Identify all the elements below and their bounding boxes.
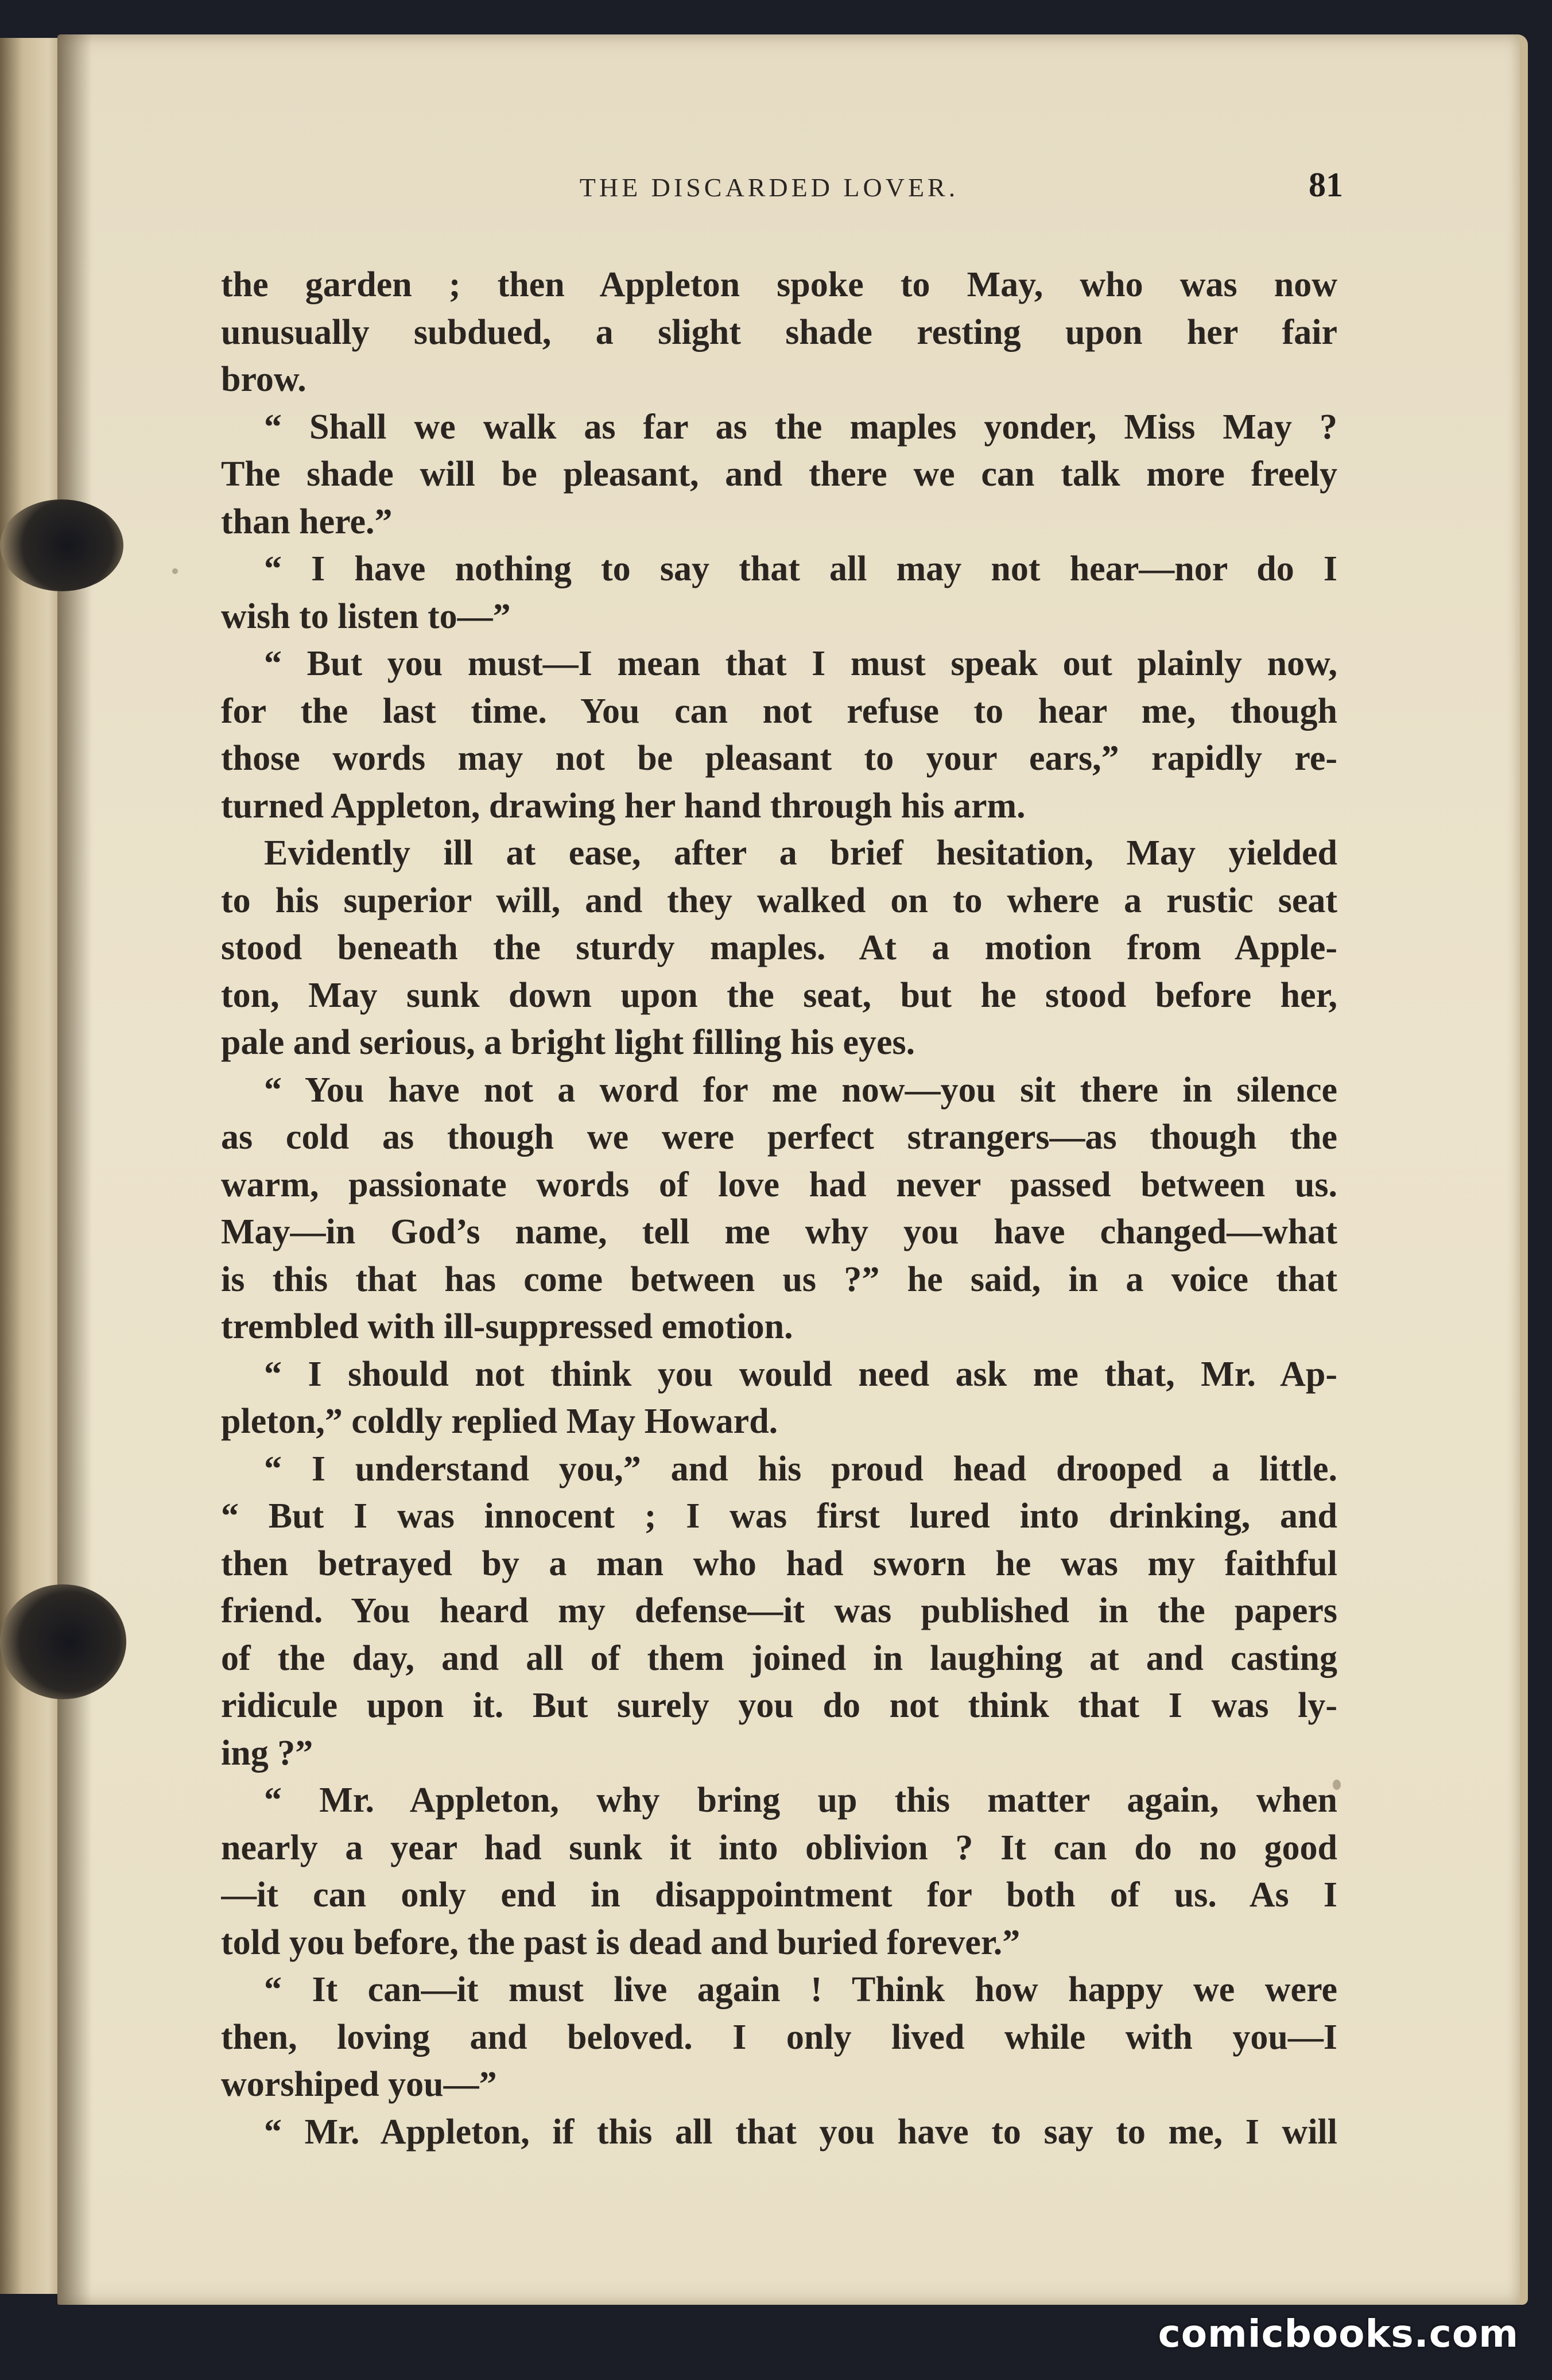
text-line: pleton,” coldly replied May Howard. [221,1402,778,1441]
text-line: trembled with ill-suppressed emotion. [221,1307,793,1346]
watermark: comicbooks.com [1158,2312,1519,2356]
text-line: pale and serious, a bright light filling his eyes. [221,1023,915,1062]
text-line: ridicule upon it. But surely you do not think that I was ly- [221,1686,1337,1725]
text-line: friend. You heard my defense—it was published in the papers [221,1591,1337,1630]
text-line: wish to listen to—” [221,596,511,636]
text-line: “ But I was innocent ; I was first lured into drinking, and [221,1497,1337,1536]
text-line: worshiped you—” [221,2065,497,2104]
text-line: stood beneath the sturdy maples. At a motion from Apple- [221,928,1337,967]
text-line: ton, May sunk down upon the seat, but he stood before her, [221,975,1337,1015]
text-line: “ It can—it must live again ! Think how happy we were [264,1970,1337,2009]
text-line: nearly a year had sunk it into oblivion ? It can do no good [221,1828,1337,1867]
text-line: of the day, and all of them joined in laughing at and casting [221,1638,1337,1678]
running-title: THE DISCARDED LOVER. [579,173,959,202]
text-line: “ You have not a word for me now—you sit there in silence [264,1070,1337,1110]
facing-page-edge [0,38,64,2294]
running-head [218,166,1343,218]
text-line: brow. [221,360,306,399]
text-line: is this that has come between us ?” he said, in a voice that [221,1259,1337,1299]
text-line: told you before, the past is dead and buried forever.” [221,1922,1021,1962]
text-line: “ I should not think you would need ask me that, Mr. Ap- [264,1354,1337,1394]
text-line: “ I have nothing to say that all may not hear—nor do I [264,549,1337,588]
paper-spot [172,568,178,574]
text-line: “ I understand you,” and his proud head drooped a little. [264,1449,1337,1489]
body-text [221,261,1337,2156]
text-line: unusually subdued, a slight shade resting upon her fair [221,312,1337,352]
text-line: “ Mr. Appleton, if this all that you have to say to me, I will [264,2112,1337,2152]
text-line: —it can only end in disappointment for both of us. As I [221,1875,1337,1914]
text-line: those words may not be pleasant to your ears,” rapidly re- [221,739,1337,778]
text-line: The shade will be pleasant, and there we can talk more freely [221,455,1337,494]
text-line: as cold as though we were perfect strangers—as though the [221,1118,1337,1157]
text-line: “ Shall we walk as far as the maples yonder, Miss May ? [264,407,1337,447]
paper-spot [1333,1780,1341,1790]
text-line: for the last time. You can not refuse to hear me, though [221,691,1337,731]
text-line: the garden ; then Appleton spoke to May, who was now [221,265,1337,304]
text-line: “ But you must—I mean that I must speak out plainly now, [264,644,1337,683]
text-line: May—in God’s name, tell me why you have changed—what [221,1212,1337,1251]
text-line: “ Mr. Appleton, why bring up this matter again, when [264,1781,1337,1820]
text-line: then, loving and beloved. I only lived while with you—I [221,2017,1337,2057]
text-line: warm, passionate words of love had never passed between us. [221,1165,1337,1204]
gutter-shadow [57,34,92,2305]
text-line: than here.” [221,502,393,541]
text-line: to his superior will, and they walked on to where a rustic seat [221,881,1337,920]
page-number: 81 [1309,166,1343,204]
text-line: ing ?” [221,1733,313,1773]
binding-hole-top [0,499,123,591]
text-line: then betrayed by a man who had sworn he was my faithful [221,1544,1337,1583]
binding-hole-bottom [0,1584,126,1699]
text-line: turned Appleton, drawing her hand through his arm. [221,786,1026,825]
text-line: Evidently ill at ease, after a brief hesitation, May yielded [264,834,1337,873]
